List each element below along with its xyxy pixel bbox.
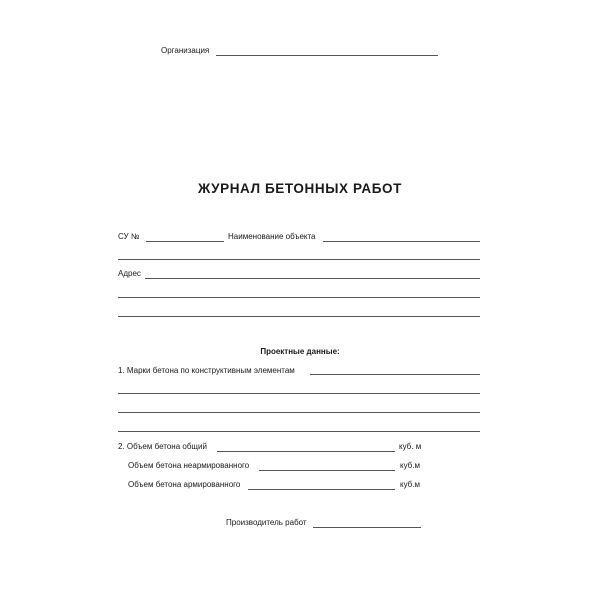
concrete-grades-extra-line-3 [118, 431, 480, 432]
foreman-label: Производитель работ [226, 518, 307, 527]
project-data-heading: Проектные данные: [260, 347, 340, 356]
volume-total-field-line [217, 451, 395, 452]
volume-total-label: 2. Объем бетона общий [118, 442, 207, 451]
volume-reinforced-label: Объем бетона армированного [128, 480, 241, 489]
su-number-label: СУ № [118, 232, 140, 241]
object-name-extra-line [118, 259, 480, 260]
foreman-signature-line [313, 527, 421, 528]
object-name-field-line [323, 241, 480, 242]
document-title: ЖУРНАЛ БЕТОННЫХ РАБОТ [197, 181, 403, 196]
concrete-grades-extra-line-2 [118, 412, 480, 413]
concrete-grades-label: 1. Марки бетона по конструктивным элементам [118, 366, 295, 375]
volume-reinforced-unit: куб.м [400, 480, 420, 489]
su-number-field-line [146, 241, 224, 242]
organization-label: Организация [161, 46, 210, 55]
concrete-grades-field-line [310, 374, 480, 375]
organization-field-line [216, 55, 438, 56]
concrete-grades-extra-line-1 [118, 393, 480, 394]
object-name-label: Наименование объекта [228, 232, 316, 241]
volume-unreinforced-label: Объем бетона неармированного [128, 461, 250, 470]
volume-unreinforced-unit: куб.м [400, 461, 420, 470]
address-label: Адрес [118, 269, 141, 278]
volume-unreinforced-field-line [259, 470, 395, 471]
address-extra-line-1 [118, 297, 480, 298]
address-extra-line-2 [118, 316, 480, 317]
address-field-line [145, 278, 480, 279]
volume-total-unit: куб. м [399, 442, 422, 451]
volume-reinforced-field-line [248, 489, 395, 490]
